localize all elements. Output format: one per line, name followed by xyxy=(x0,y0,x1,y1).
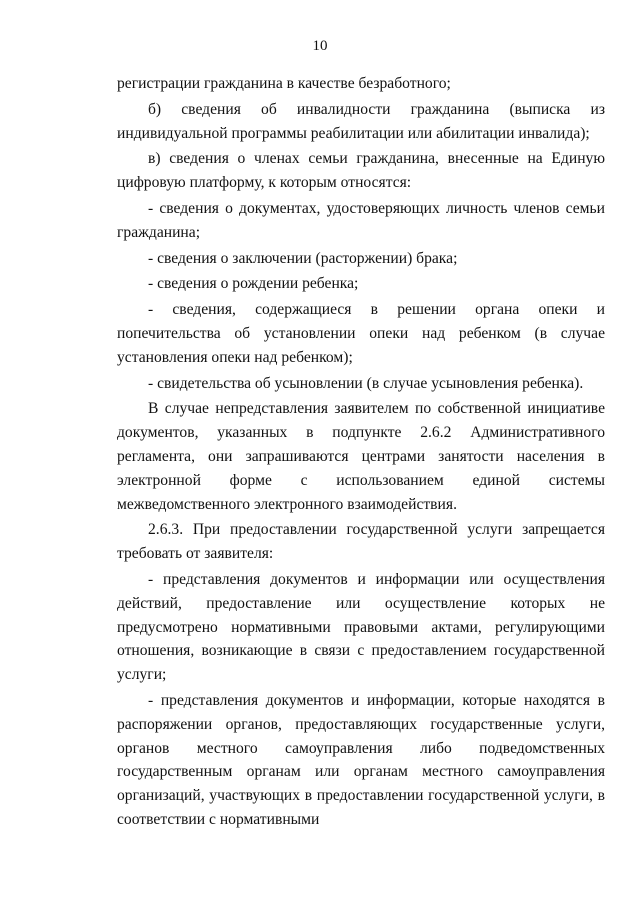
paragraph-item-b: б) сведения об инвалидности гражданина (выписка из индивидуальной программы реабилитации или абилитации инвалида); xyxy=(117,100,605,142)
list-item-prohibited-documents: - представления документов и информации, которые находятся в распоряжении органов, предоставляющих государственные услуги, органов местного самоуправления либо подведомственных государственным органам или органам местного самоуправления организаций, участвующих в предоставлении государственной услуги, в соответствии с нормативными xyxy=(117,691,605,828)
list-item-guardianship: - сведения, содержащиеся в решении органа опеки и попечительства об установлении опеки над ребенком (в случае установления опеки над ребенком); xyxy=(117,301,605,366)
list-item-birth: - сведения о рождении ребенка; xyxy=(148,275,359,293)
paragraph-section-2-6-3: 2.6.3. При предоставлении государственной услуги запрещается требовать от заявителя: xyxy=(117,521,605,563)
list-item-identity-documents: - сведения о документах, удостоверяющих личность членов семьи гражданина; xyxy=(117,199,605,241)
paragraph-interagency-request: В случае непредставления заявителем по собственной инициативе документов, указанных в подпункте 2.6.2 Административного регламента, они запрашиваются центрами занятости населения в электронной форме с использованием единой системы межведомственного электронного взаимодействия. xyxy=(117,400,605,513)
list-item-prohibited-actions: - представления документов и информации или осуществления действий, предоставление или осуществление которых не предусмотрено нормативными правовыми актами, регулирующими отношения, возникающие в связи с предоставлением государственной услуги; xyxy=(117,570,605,684)
document-body xyxy=(117,72,605,834)
page-number: 10 xyxy=(312,38,328,54)
paragraph-continuation: регистрации гражданина в качестве безработного; xyxy=(117,75,451,92)
list-item-adoption: - свидетельства об усыновлении (в случае усыновления ребенка). xyxy=(148,374,584,392)
list-item-marriage: - сведения о заключении (расторжении) брака; xyxy=(148,249,458,267)
paragraph-item-v: в) сведения о членах семьи гражданина, внесенные на Единую цифровую платформу, к которым относятся: xyxy=(117,150,605,192)
